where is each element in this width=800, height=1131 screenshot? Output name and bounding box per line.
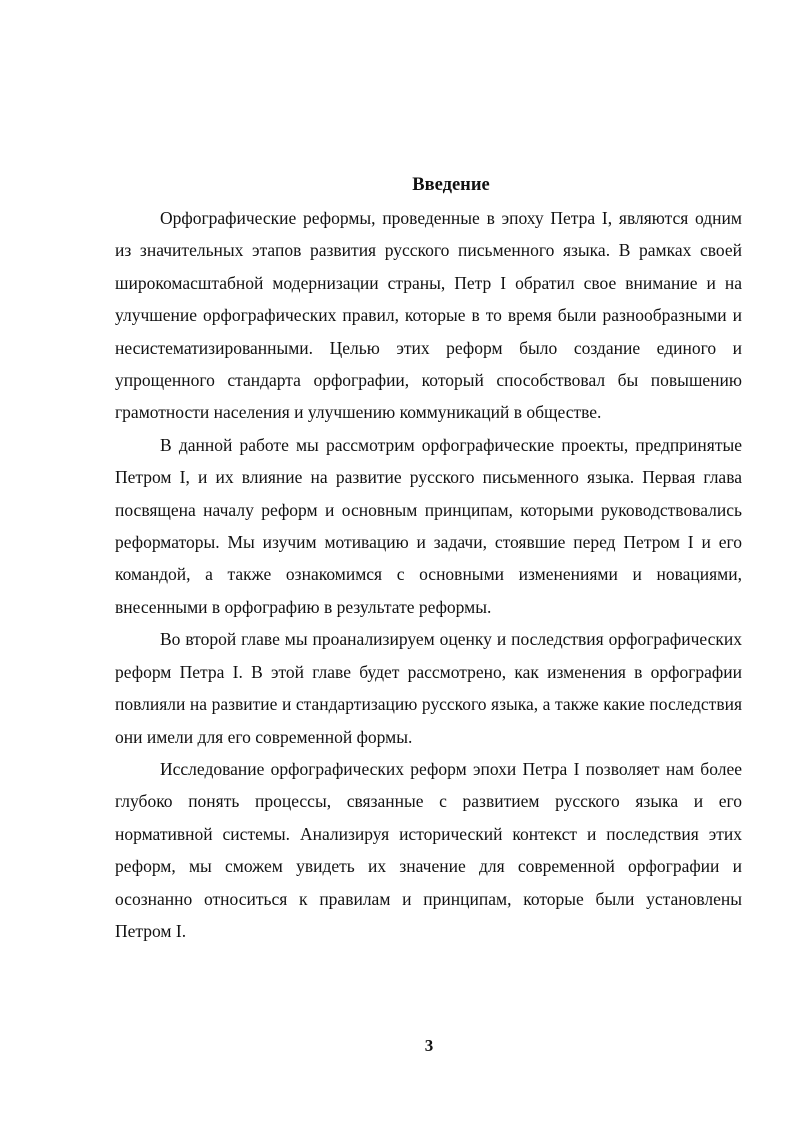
paragraph-2: В данной работе мы рассмотрим орфографические проекты, предпринятые Петром I, и их влияние на развитие русского письменного языка. Первая глава посвящена началу реформ и основным принципам, которыми руководствовались реформаторы. Мы изучим мотивацию и задачи, стоявшие перед Петром I и его командой, а также ознакомимся с основными изменениями и новациями, внесенными в орфографию в результате реформы. <box>115 434 742 617</box>
page-content <box>115 170 742 947</box>
page-number: 3 <box>424 1036 434 1055</box>
paragraph-1: Орфографические реформы, проведенные в эпоху Петра I, являются одним из значительных этапов развития русского письменного языка. В рамках своей широкомасштабной модернизации страны, Петр I обратил свое внимание и на улучшение орфографических правил, которые в то время были разнообразными и несистематизированными. Целью этих реформ было создание единого и упрощенного стандарта орфографии, который способствовал бы повышению грамотности населения и улучшению коммуникаций в обществе. <box>115 208 742 423</box>
section-title: Введение <box>412 175 490 195</box>
paragraph-3: Во второй главе мы проанализируем оценку и последствия орфографических реформ Петра I. В этой главе будет рассмотрено, как изменения в орфографии повлияли на развитие и стандартизацию русского языка, а также какие последствия они имели для его современной формы. <box>115 629 742 747</box>
paragraph-4: Исследование орфографических реформ эпохи Петра I позволяет нам более глубоко понять процессы, связанные с развитием русского языка и его нормативной системы. Анализируя исторический контекст и последствия этих реформ, мы сможем увидеть их значение для современной орфографии и осознанно относиться к правилам и принципам, которые были установлены Петром I. <box>115 758 742 941</box>
